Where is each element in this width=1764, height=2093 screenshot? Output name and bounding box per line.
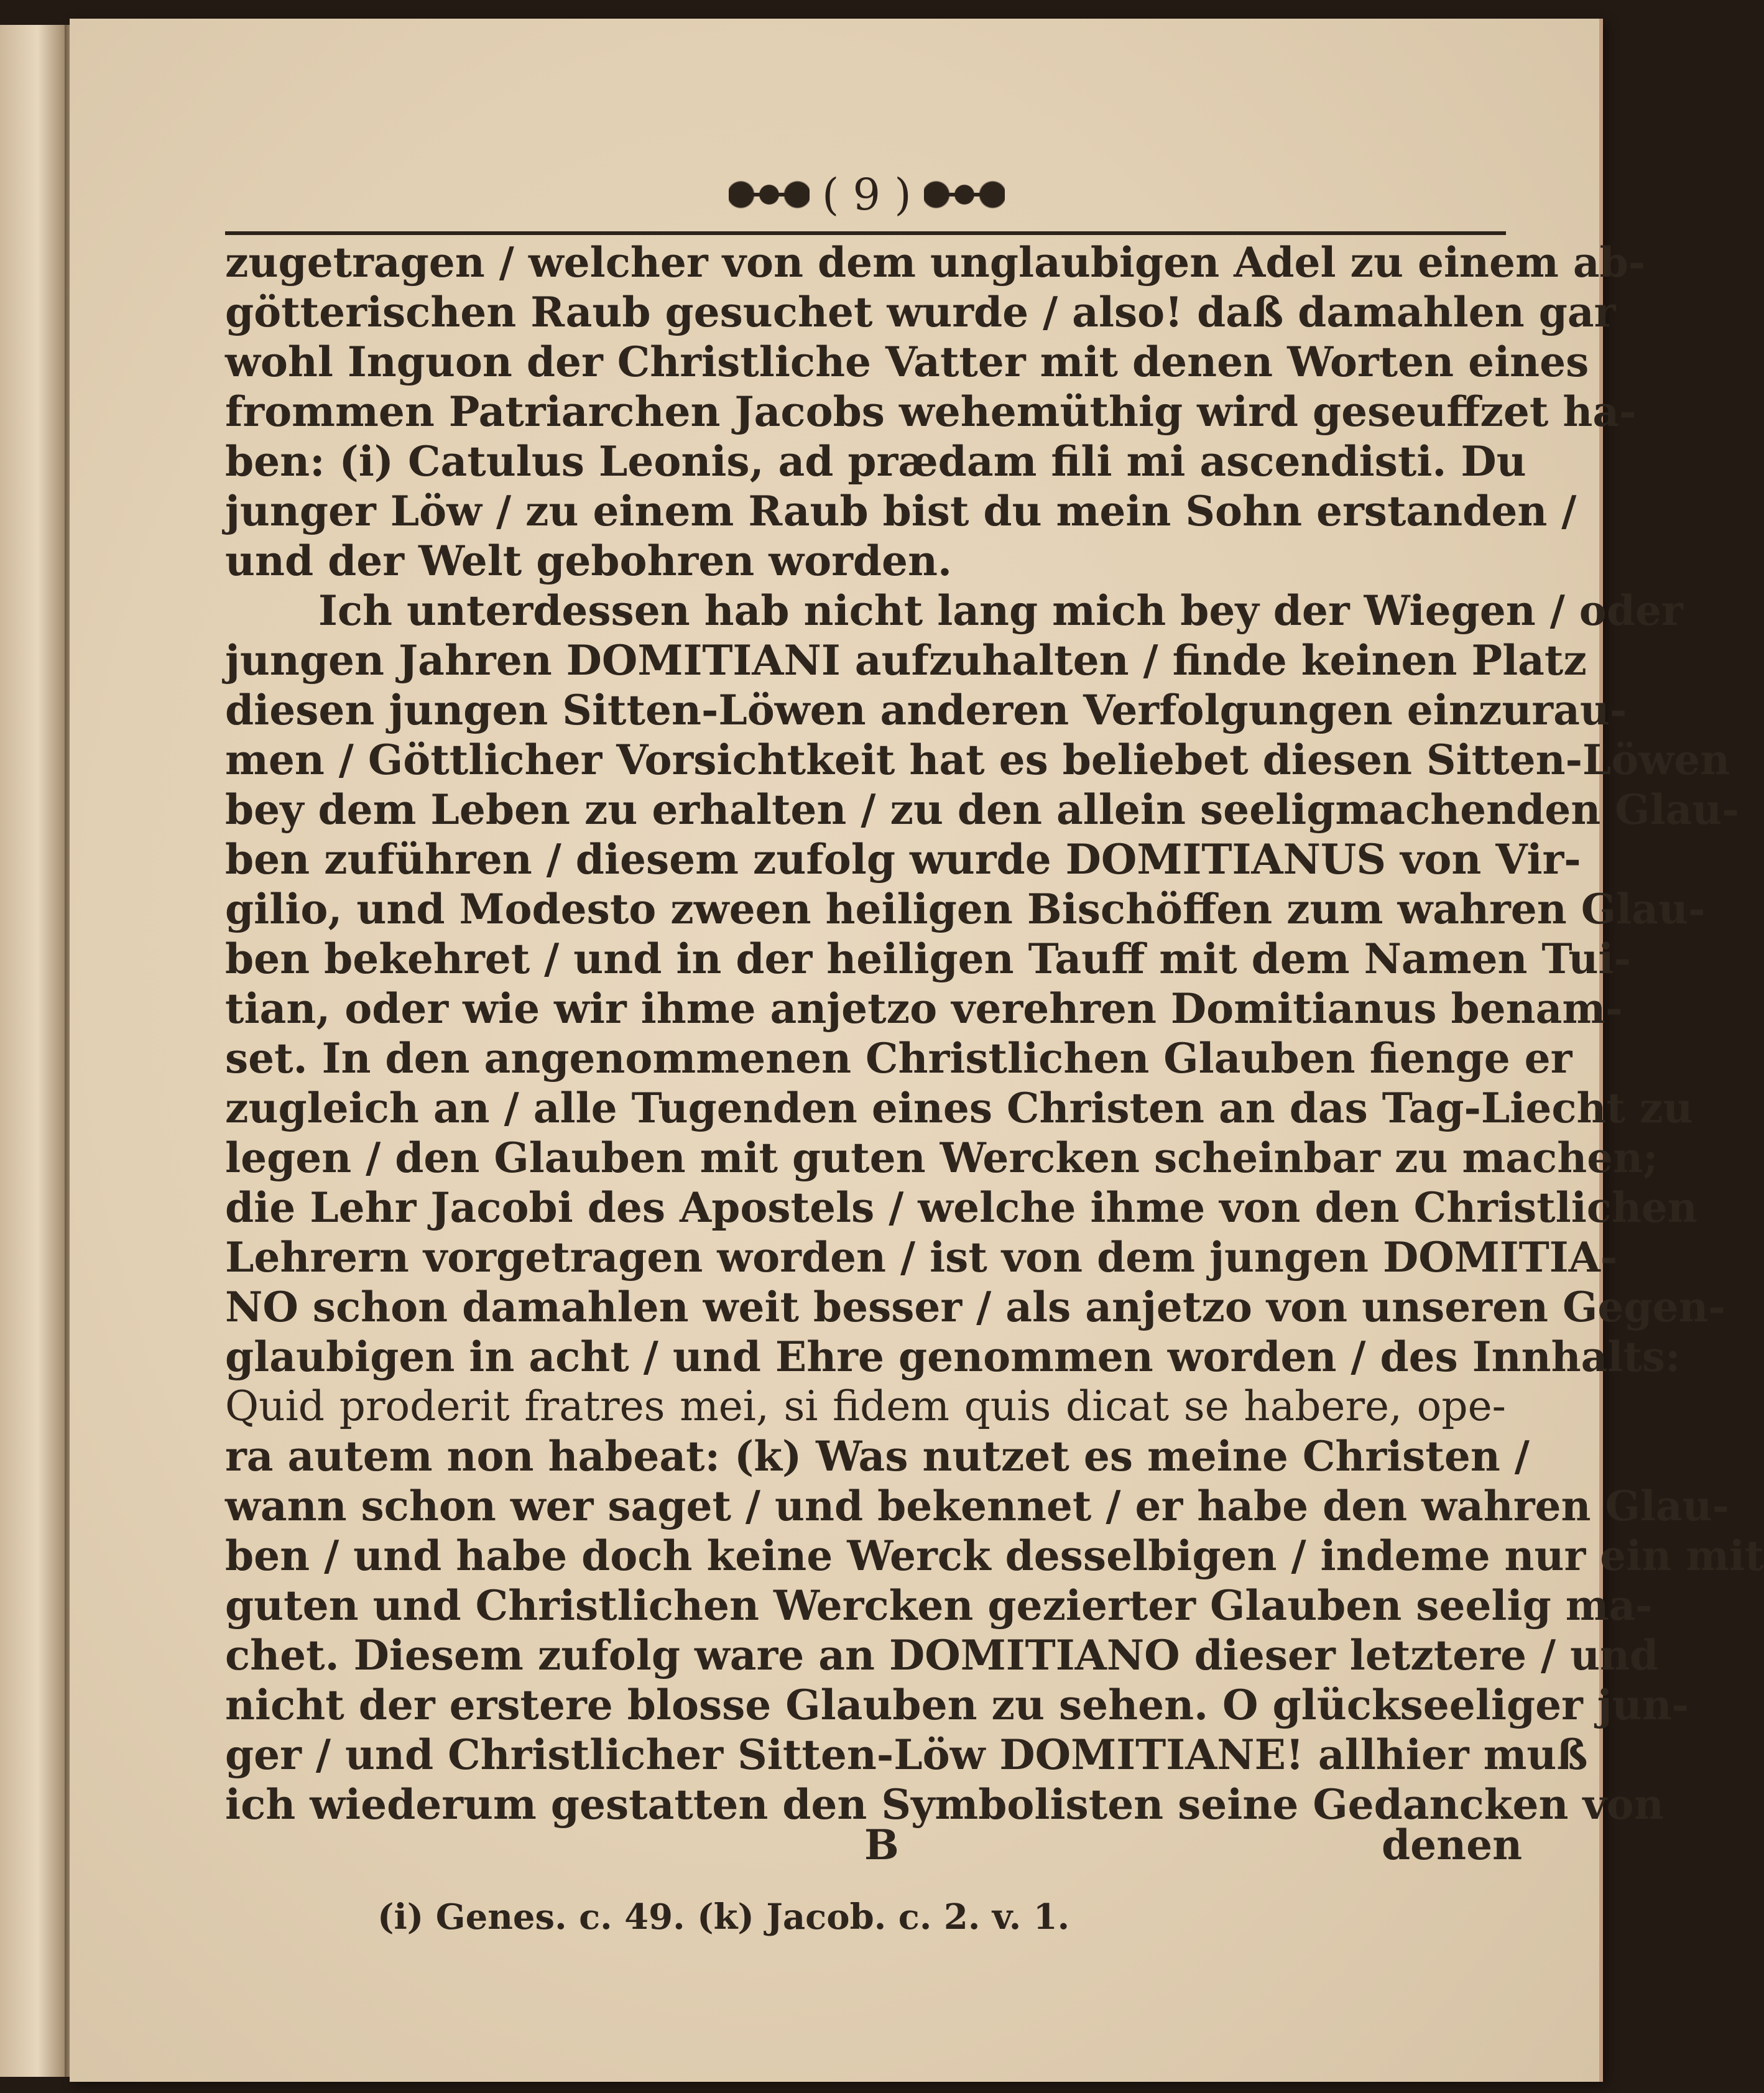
text-line: guten und Christlichen Wercken gezierter Glauben seelig ma-: [225, 1581, 1653, 1630]
text-line: legen / den Glauben mit guten Wercken scheinbar zu machen;: [225, 1134, 1658, 1182]
text-line: götterischen Raub gesuchet wurde / also! daß damahlen gar: [225, 288, 1616, 336]
text-line: die Lehr Jacobi des Apostels / welche ihme von den Christlichen: [225, 1183, 1697, 1232]
text-line: ben bekehret / und in der heiligen Tauff mit dem Namen Tui-: [225, 935, 1631, 983]
text-line: jungen Jahren DOMITIANI aufzuhalten / finde keinen Platz: [225, 636, 1587, 685]
text-line: set. In den angenommenen Christlichen Glauben fienge er: [225, 1034, 1572, 1083]
text-line: Ich unterdessen hab nicht lang mich bey der Wiegen / oder: [318, 586, 1683, 635]
footnote: (i) Genes. c. 49. (k) Jacob. c. 2. v. 1.: [377, 1897, 1070, 1938]
text-line: bey dem Leben zu erhalten / zu den allein seeligmachenden Glau-: [225, 785, 1739, 834]
book-page: [70, 19, 1764, 2082]
text-line: junger Löw / zu einem Raub bist du mein Sohn erstanden /: [225, 487, 1577, 535]
text-line: chet. Diesem zufolg ware an DOMITIANO dieser letztere / und: [225, 1631, 1659, 1679]
text-line: frommen Patriarchen Jacobs wehemüthig wird geseuffzet ha-: [225, 387, 1637, 436]
text-line: ra autem non habeat: (k) Was nutzet es meine Christen /: [225, 1432, 1530, 1481]
text-line: und der Welt gebohren worden.: [225, 537, 952, 585]
text-line: ben: (i) Catulus Leonis, ad prædam fili mi ascendisti. Du: [225, 437, 1526, 486]
left-ornament-icon: [729, 180, 810, 209]
text-line: ben zuführen / diesem zufolg wurde DOMITIANUS von Vir-: [225, 835, 1581, 884]
text-line: nicht der erstere blosse Glauben zu sehen. O glückseeliger jun-: [225, 1681, 1689, 1729]
text-line: wohl Inguon der Christliche Vatter mit denen Worten eines: [225, 338, 1589, 386]
facing-page-edge: [0, 25, 68, 2077]
body-text: [225, 238, 1764, 1829]
header-rule: [225, 231, 1506, 235]
text-line: tian, oder wie wir ihme anjetzo verehren Domitianus benam-: [225, 984, 1623, 1033]
page-header: [729, 167, 1005, 223]
signature-mark: B: [864, 1821, 899, 1869]
text-line: zugetragen / welcher von dem unglaubigen Adel zu einem ab-: [225, 238, 1646, 287]
text-line: diesen jungen Sitten-Löwen anderen Verfolgungen einzurau-: [225, 686, 1627, 734]
text-line: NO schon damahlen weit besser / als anjetzo von unseren Gegen-: [225, 1283, 1725, 1331]
right-ornament-icon: [924, 180, 1005, 209]
text-line: ben / und habe doch keine Werck desselbigen / indeme nur ein mit: [225, 1532, 1764, 1580]
text-line: wann schon wer saget / und bekennet / er habe den wahren Glau-: [225, 1482, 1730, 1530]
text-line: zugleich an / alle Tugenden eines Christen an das Tag-Liecht zu: [225, 1084, 1693, 1132]
page-number: ( 9 ): [822, 169, 912, 220]
text-line: Lehrern vorgetragen worden / ist von dem jungen DOMITIA-: [225, 1233, 1618, 1282]
catchword: denen: [1382, 1821, 1523, 1869]
text-line: gilio, und Modesto zween heiligen Bischöffen zum wahren Glau-: [225, 885, 1706, 933]
text-line: glaubigen in acht / und Ehre genommen worden / des Innhalts:: [225, 1333, 1681, 1381]
text-line: ger / und Christlicher Sitten-Löw DOMITIANE! allhier muß: [225, 1730, 1588, 1779]
text-line: men / Göttlicher Vorsichtkeit hat es beliebet diesen Sitten-Löwen: [225, 736, 1730, 784]
text-line: ich wiederum gestatten den Symbolisten seine Gedancken von: [225, 1780, 1664, 1829]
text-line: Quid proderit fratres mei, si fidem quis dicat se habere, ope-: [225, 1382, 1506, 1430]
